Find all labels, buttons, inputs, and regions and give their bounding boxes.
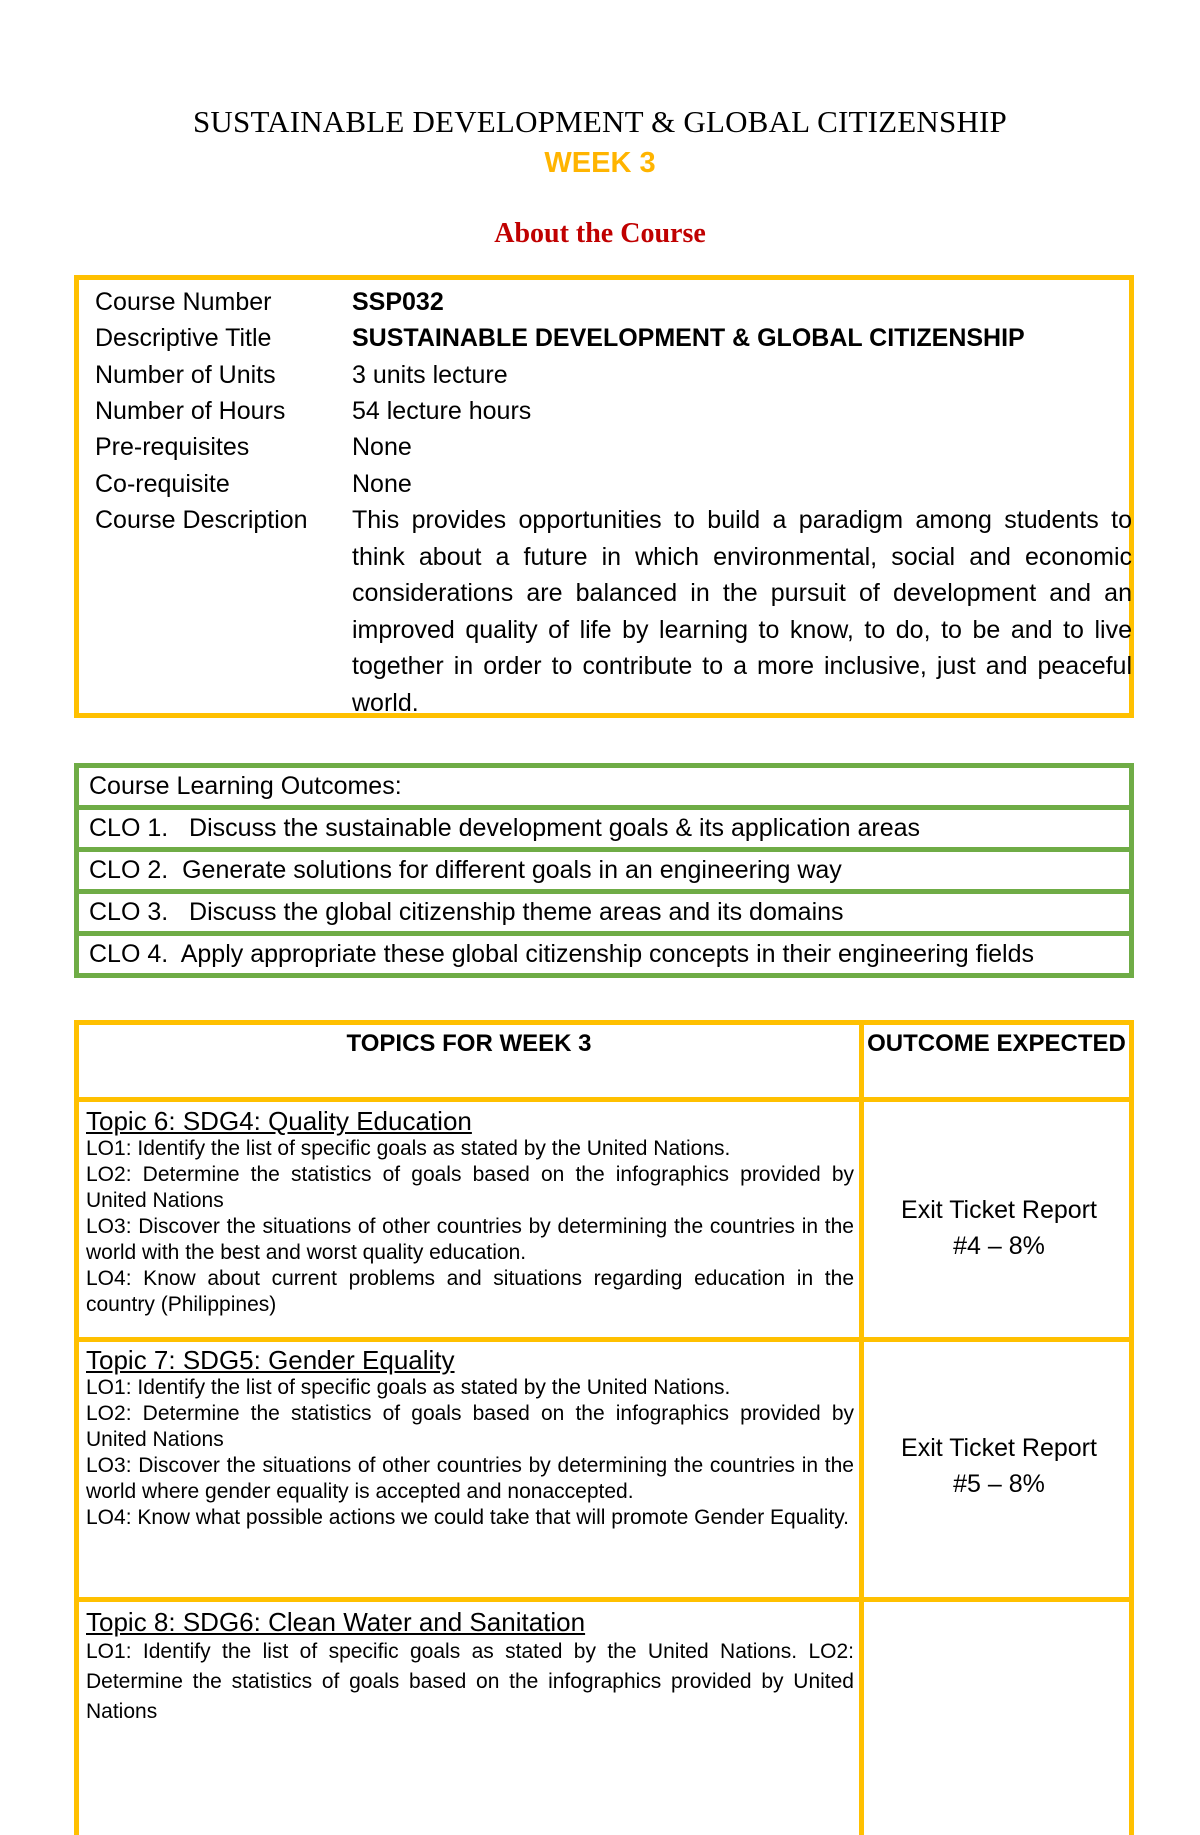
course-description-label: Course Description bbox=[95, 506, 308, 534]
learning-objective: LO1: Identify the list of specific goals as stated by the United Nations. bbox=[86, 1376, 731, 1399]
topics-column-header: TOPICS FOR WEEK 3 bbox=[346, 1030, 592, 1057]
learning-objective: LO4: Know about current problems and situations regarding education in the country (Philippines) bbox=[86, 1267, 854, 1316]
learning-objective: LO1: Identify the list of specific goals as stated by the United Nations. LO2: Determine the statistics of goals based on the infographics provided by United Nations bbox=[86, 1640, 854, 1723]
week-label: WEEK 3 bbox=[544, 147, 656, 179]
learning-objective: LO2: Determine the statistics of goals based on the infographics provided by United Nations bbox=[86, 1402, 854, 1451]
course-description-text: This provides opportunities to build a paradigm among students to think about a future in which environmental, social and economic considerations are balanced in the pursuit of development and an improved quality of life by learning to know, to do, to be and to live together in order to contribute to a more inclusive, just and peaceful world. bbox=[352, 506, 1132, 717]
topic-title: Topic 8: SDG6: Clean Water and Sanitation bbox=[86, 1607, 586, 1637]
table-border bbox=[74, 1337, 1134, 1342]
prerequisites-label: Pre-requisites bbox=[95, 433, 250, 461]
units-value: 3 units lecture bbox=[352, 361, 508, 389]
clo-item-text: CLO 1. Discuss the sustainable development goals & its application areas bbox=[89, 814, 921, 842]
outcome-cell bbox=[864, 1430, 1134, 1502]
descriptive-title-label: Descriptive Title bbox=[95, 324, 272, 352]
topic-title: Topic 6: SDG4: Quality Education bbox=[86, 1106, 472, 1136]
learning-objective: LO4: Know what possible actions we could take that will promote Gender Equality. bbox=[86, 1506, 850, 1529]
clo-item bbox=[74, 889, 1134, 936]
outcome-line: Exit Ticket Report bbox=[901, 1196, 1097, 1224]
learning-objective: LO2: Determine the statistics of goals based on the infographics provided by United Nations bbox=[86, 1163, 854, 1212]
descriptive-title-value: SUSTAINABLE DEVELOPMENT & GLOBAL CITIZENSHIP bbox=[352, 324, 1025, 352]
topic-title: Topic 7: SDG5: Gender Equality bbox=[86, 1345, 455, 1375]
clo-item bbox=[74, 931, 1134, 978]
outcome-line: #5 – 8% bbox=[953, 1470, 1045, 1498]
learning-objective: LO1: Identify the list of specific goals as stated by the United Nations. bbox=[86, 1137, 731, 1160]
corequisite-label: Co-requisite bbox=[95, 470, 230, 498]
clo-item bbox=[74, 805, 1134, 852]
table-border bbox=[74, 1597, 1134, 1602]
section-heading: About the Course bbox=[494, 218, 706, 249]
topic-row bbox=[86, 1106, 854, 1318]
topic-row bbox=[86, 1607, 854, 1727]
course-info-box bbox=[74, 275, 1134, 718]
table-border bbox=[1129, 1020, 1134, 1835]
outcome-line: Exit Ticket Report bbox=[901, 1434, 1097, 1462]
table-border bbox=[74, 1020, 1134, 1025]
prerequisites-value: None bbox=[352, 433, 412, 461]
units-label: Number of Units bbox=[95, 361, 276, 389]
clo-item-text: CLO 4. Apply appropriate these global citizenship concepts in their engineering fields bbox=[89, 940, 1035, 968]
table-border bbox=[74, 1020, 79, 1835]
hours-label: Number of Hours bbox=[95, 397, 286, 425]
topic-row bbox=[86, 1345, 854, 1531]
topics-table bbox=[74, 1020, 1134, 1835]
corequisite-value: None bbox=[352, 470, 412, 498]
document-title: SUSTAINABLE DEVELOPMENT & GLOBAL CITIZENSHIP bbox=[192, 104, 1007, 139]
clo-heading-text: Course Learning Outcomes: bbox=[89, 772, 402, 800]
outcome-line: #4 – 8% bbox=[953, 1232, 1045, 1260]
clo-heading bbox=[74, 763, 1134, 810]
learning-objective: LO3: Discover the situations of other countries by determining the countries in the world with the best and worst quality education. bbox=[86, 1215, 854, 1264]
outcome-cell bbox=[864, 1192, 1134, 1264]
hours-value: 54 lecture hours bbox=[352, 397, 532, 425]
course-number-label: Course Number bbox=[95, 288, 272, 316]
clo-item-text: CLO 2. Generate solutions for different goals in an engineering way bbox=[89, 856, 842, 884]
outcome-column-header: OUTCOME EXPECTED bbox=[867, 1030, 1126, 1057]
clo-item bbox=[74, 847, 1134, 894]
table-border bbox=[74, 1097, 1134, 1102]
table-border bbox=[859, 1020, 864, 1835]
learning-objective: LO3: Discover the situations of other countries by determining the countries in the world where gender equality is accepted and nonaccepted. bbox=[86, 1454, 854, 1503]
course-number-value: SSP032 bbox=[352, 288, 444, 316]
clo-item-text: CLO 3. Discuss the global citizenship theme areas and its domains bbox=[89, 898, 844, 926]
